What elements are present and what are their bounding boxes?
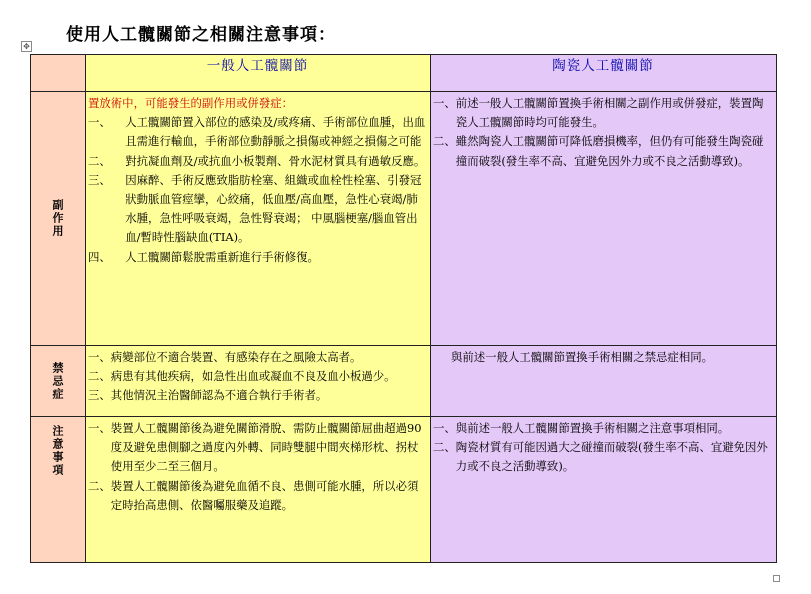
item-number: 四、	[88, 249, 126, 264]
side-effects-general-cell	[86, 92, 431, 346]
item-text: 對抗凝血劑及/或抗血小板製劑、骨水泥材質具有過敏反應。	[125, 153, 426, 168]
side-effects-heading: 置放術中，可能發生的副作用或併發症：	[88, 96, 294, 110]
precautions-ceramic-cell	[431, 417, 777, 563]
precautions-table	[30, 54, 777, 563]
row-label-contraindications: 禁忌症	[51, 361, 64, 401]
side-effects-ceramic-cell	[431, 92, 777, 346]
row-label-precautions: 注意事項	[51, 425, 64, 477]
table-row-contraindications	[31, 346, 777, 417]
contraindications-ceramic-cell	[431, 346, 777, 417]
list-item	[88, 348, 427, 367]
move-cross-icon[interactable]: ✥	[21, 41, 32, 52]
list-item	[88, 248, 427, 267]
item-text: 裝置人工髖關節後為避免關節滑脫、需防止髖關節屈曲超過90度及避免患側腳之過度內外轉、同時雙腿中間夾梯形枕、拐杖使用至少二至三個月。	[110, 421, 422, 474]
list-item	[433, 438, 773, 476]
row-label-side-effects: 副作用	[51, 199, 64, 238]
header-row	[31, 55, 777, 92]
resize-square-icon[interactable]	[773, 575, 780, 582]
list-item	[88, 113, 427, 151]
row-label-cell	[31, 417, 86, 563]
item-text: 病變部位不適合裝置、有感染存在之風險太高者。	[110, 350, 362, 364]
list-item	[433, 132, 773, 170]
item-text: 其他情況主治醫師認為不適合執行手術者。	[110, 388, 328, 403]
item-number: 二、	[88, 478, 111, 493]
list-item	[88, 386, 427, 405]
item-number: 三、	[88, 388, 111, 403]
item-text: 人工髖關節鬆脫需重新進行手術修復。	[125, 249, 319, 264]
item-number: 一、	[88, 115, 126, 130]
header-general-text: 一般人工髖關節	[206, 58, 309, 74]
item-number: 一、	[88, 350, 111, 364]
contraindications-ceramic-text: 與前述一般人工髖關節置換手術相關之禁忌症相同。	[451, 350, 713, 364]
corner-cell	[31, 55, 86, 92]
item-number: 二、	[88, 369, 111, 384]
row-label-cell	[31, 346, 86, 417]
item-text: 人工髖關節置入部位的感染及/或疼痛、手術部位血腫，出血且需進行輸血，手術部位動靜脈之損傷或神經之損傷之可能	[125, 115, 426, 149]
header-ceramic-text: 陶瓷人工髖關節	[552, 58, 654, 74]
list-item	[88, 152, 427, 171]
row-label-cell	[31, 92, 86, 346]
item-number: 二、	[88, 153, 126, 168]
contraindications-general-cell	[86, 346, 431, 417]
item-number: 三、	[88, 172, 126, 187]
list-item	[433, 94, 773, 132]
header-ceramic	[431, 55, 777, 92]
list-item	[88, 477, 427, 515]
item-number: 一、	[433, 96, 456, 110]
item-number: 二、	[433, 440, 456, 455]
item-number: 二、	[433, 134, 456, 149]
item-text: 前述一般人工髖關節置換手術相關之副作用或併發症，裝置陶瓷人工髖關節時均可能發生。	[455, 96, 764, 130]
table-row-side-effects	[31, 92, 777, 346]
item-text: 因麻醉、手術反應致脂肪栓塞、組織或血栓性栓塞、引發冠狀動脈血管痙攣，心絞痛，低血壓/高血壓，急性心衰竭/肺水腫，急性呼吸衰竭，急性腎衰竭； 中風腦梗塞/腦血管出血/暫時性腦缺血(TIA)。	[125, 172, 422, 245]
list-item	[433, 419, 773, 438]
item-text: 病患有其他疾病，如急性出血或凝血不良及血小板過少。	[110, 369, 396, 384]
header-general	[86, 55, 431, 92]
item-number: 一、	[433, 421, 456, 435]
item-text: 與前述一般人工髖關節置換手術相關之注意事項相同。	[455, 421, 730, 435]
item-number: 一、	[88, 421, 111, 435]
page-title: 使用人工髖關節之相關注意事項：	[66, 25, 336, 45]
list-item	[88, 171, 427, 248]
item-text: 裝置人工髖關節後為避免血循不良、患側可能水腫，所以必須定時抬高患側、依醫囑服藥及追蹤。	[110, 478, 419, 512]
list-item	[88, 367, 427, 386]
precautions-general-cell	[86, 417, 431, 563]
item-text: 陶瓷材質有可能因過大之碰撞而破裂(發生率不高、宜避免因外力或不良之活動導致)。	[455, 440, 768, 474]
item-text: 雖然陶瓷人工髖關節可降低磨損機率，但仍有可能發生陶瓷碰撞而破裂(發生率不高、宜避免因外力或不良之活動導致)。	[455, 134, 764, 168]
table-row-precautions	[31, 417, 777, 563]
list-item	[88, 419, 427, 477]
